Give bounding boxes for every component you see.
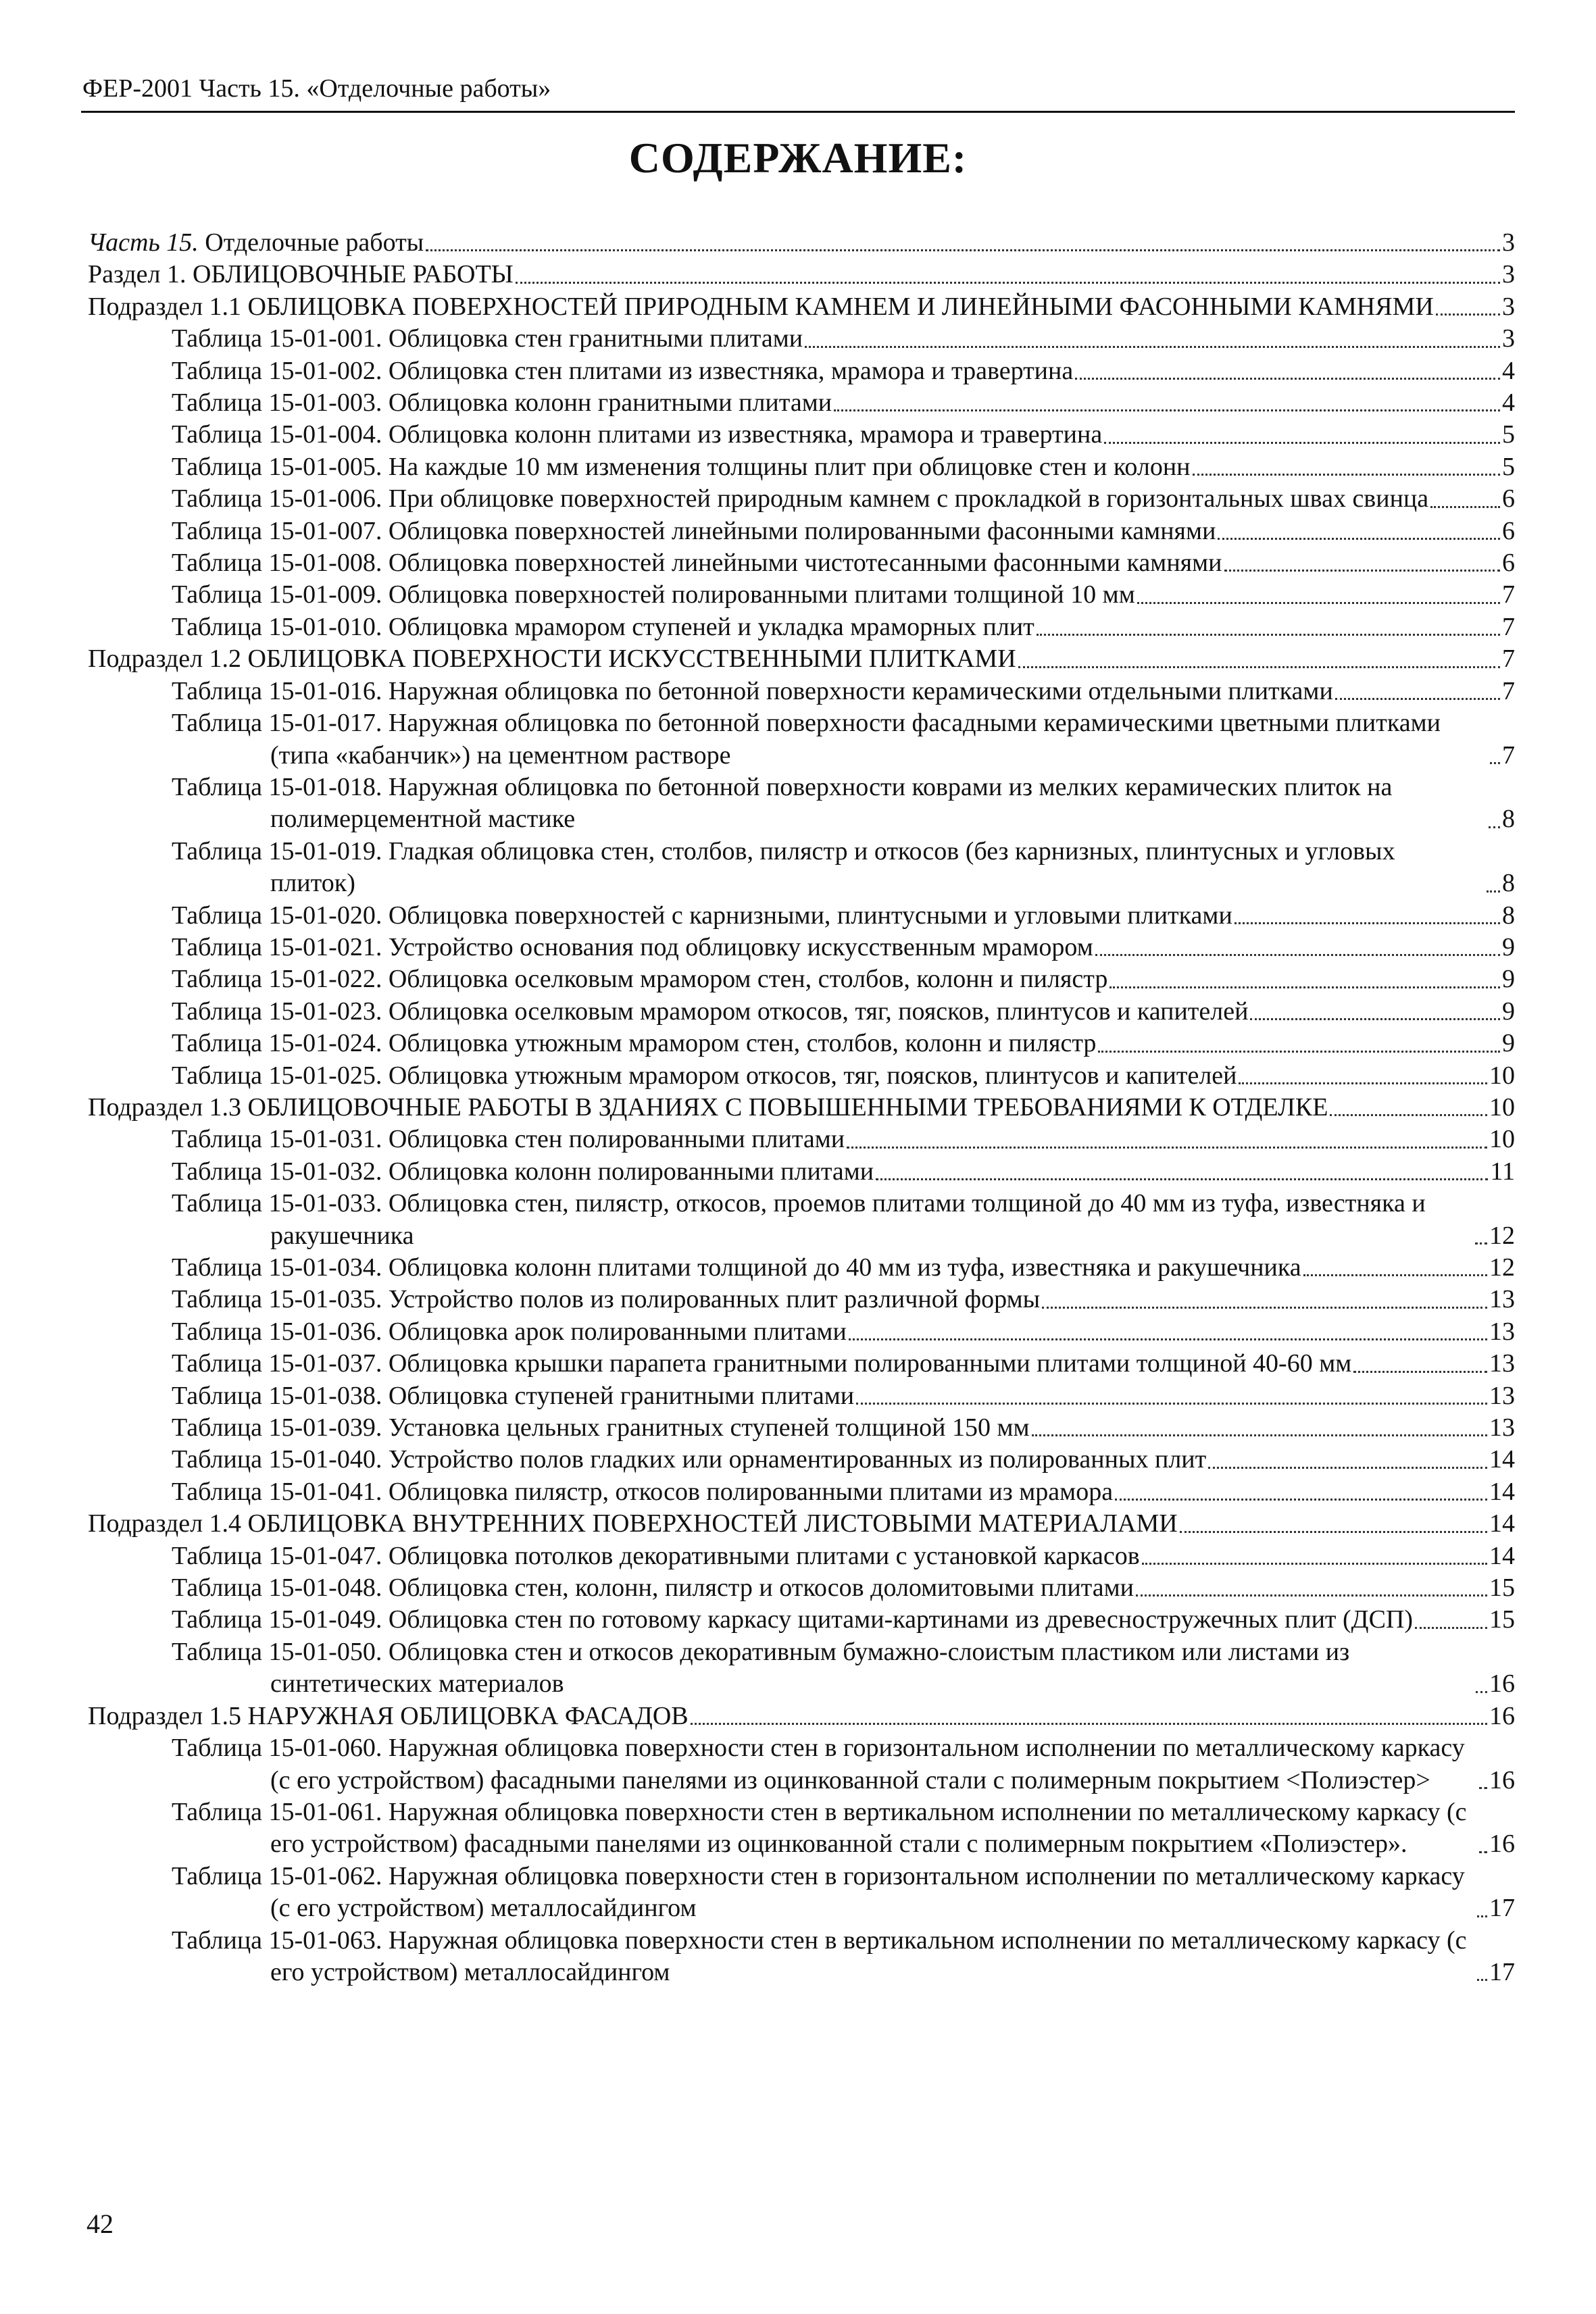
toc-table-entry — [172, 1925, 1515, 1989]
toc-entry-text — [172, 1636, 1474, 1701]
toc-entry-title: Таблица 15-01-020. Облицовка поверхностей с карнизными, плинтусными и угловыми плитками — [172, 901, 1232, 930]
toc-entry-title: Таблица 15-01-007. Облицовка поверхностей линейными полированными фасонными камнями — [172, 516, 1216, 545]
dot-leader — [1476, 1691, 1487, 1693]
toc-entry-text — [172, 1252, 1301, 1284]
dot-leader — [1042, 1307, 1487, 1309]
toc-entry-title: Таблица 15-01-021. Устройство основания под облицовку искусственным мрамором — [172, 932, 1093, 961]
dot-leader — [1479, 1851, 1487, 1853]
dot-leader — [1477, 1979, 1487, 1981]
toc-entry-title: Таблица 15-01-033. Облицовка стен, пилястр, откосов, проемов плитами толщиной до 40 мм из туфа, известняка и ракушечника — [172, 1189, 1426, 1250]
toc-entry-title: Таблица 15-01-036. Облицовка арок полированными плитами — [172, 1317, 847, 1346]
toc-section-entry — [88, 1508, 1515, 1540]
toc-entry-text — [172, 900, 1232, 932]
toc-table-entry — [172, 1636, 1515, 1701]
toc-table-entry — [172, 1348, 1515, 1380]
toc-table-entry — [172, 1252, 1515, 1284]
toc-entry-text — [172, 1572, 1134, 1604]
dot-leader — [1109, 986, 1500, 988]
toc-entry-title: Подраздел 1.4 ОБЛИЦОВКА ВНУТРЕННИХ ПОВЕРХНОСТЕЙ ЛИСТОВЫМИ МАТЕРИАЛАМИ — [88, 1509, 1178, 1538]
toc-table-entry — [172, 1060, 1515, 1092]
toc-page-number: 4 — [1502, 388, 1515, 418]
toc-page-number: 11 — [1490, 1157, 1515, 1186]
toc-page-number: 16 — [1489, 1701, 1515, 1730]
toc-entry-title: Таблица 15-01-039. Установка цельных гранитных ступеней толщиной 150 мм — [172, 1413, 1030, 1442]
dot-leader — [1193, 474, 1500, 476]
dot-leader — [1415, 1627, 1487, 1629]
dot-leader — [1490, 762, 1500, 764]
toc-page-number: 13 — [1489, 1285, 1515, 1314]
toc-table-entry — [172, 483, 1515, 515]
toc-entry-title: Отделочные работы — [198, 228, 424, 257]
toc-entry-title: Подраздел 1.5 НАРУЖНАЯ ОБЛИЦОВКА ФАСАДОВ — [88, 1701, 689, 1730]
toc-entry-title: Таблица 15-01-037. Облицовка крышки парапета гранитными полированными плитами толщиной 40-60 мм — [172, 1349, 1352, 1378]
toc-page-number: 9 — [1502, 932, 1515, 961]
toc-table-entry — [172, 996, 1515, 1028]
toc-page-number: 8 — [1502, 805, 1515, 834]
toc-page-number: 15 — [1489, 1574, 1515, 1603]
toc-table-entry — [172, 1572, 1515, 1604]
toc-page-number: 8 — [1502, 901, 1515, 930]
dot-leader — [1330, 1114, 1487, 1116]
toc-entry-prefix: Часть 15. — [88, 228, 199, 257]
toc-page-number: 16 — [1489, 1669, 1515, 1699]
toc-entry-title: Таблица 15-01-060. Наружная облицовка поверхности стен в горизонтальном исполнении по металлическому каркасу (с его устройством) фасадными панелями из оцинкованной стали с полимерным покрытием <Полиэстер> — [172, 1734, 1465, 1794]
toc-entry-title: Таблица 15-01-008. Облицовка поверхностей линейными чистотесанными фасонными камнями — [172, 549, 1222, 578]
toc-page-number: 5 — [1502, 420, 1515, 449]
toc-table-entry — [172, 451, 1515, 483]
toc-entry-text — [172, 996, 1248, 1028]
toc-table-entry — [172, 1732, 1515, 1796]
toc-page-number: 10 — [1489, 1061, 1515, 1090]
toc-entry-text — [172, 1732, 1477, 1796]
dot-leader — [849, 1338, 1487, 1340]
toc-entry-title: Таблица 15-01-041. Облицовка пилястр, откосов полированными плитами из мрамора — [172, 1477, 1114, 1506]
toc-page-number: 12 — [1489, 1221, 1515, 1250]
toc-table-entry — [172, 772, 1515, 836]
toc-entry-text — [172, 547, 1222, 579]
toc-table-entry — [172, 355, 1515, 387]
toc-section-entry — [88, 1092, 1515, 1124]
toc-table-entry — [172, 1028, 1515, 1059]
dot-leader — [1430, 506, 1500, 508]
toc-entry-title: Таблица 15-01-017. Наружная облицовка по бетонной поверхности фасадными керамическими цветными плитками (типа «кабанчик») на цементном растворе — [172, 709, 1441, 770]
toc-entry-text — [172, 387, 832, 419]
toc-page-number: 13 — [1489, 1317, 1515, 1346]
toc-table-entry — [172, 579, 1515, 611]
toc-page-number: 13 — [1489, 1413, 1515, 1442]
toc-table-entry — [172, 1380, 1515, 1412]
toc-table-entry — [172, 1861, 1515, 1925]
toc-entry-text — [88, 643, 1016, 675]
dot-leader — [516, 282, 1500, 284]
toc-page-number: 6 — [1502, 484, 1515, 513]
dot-leader — [1235, 922, 1500, 924]
toc-table-entry — [172, 1476, 1515, 1508]
toc-page-number: 13 — [1489, 1349, 1515, 1378]
toc-entry-text — [88, 1092, 1328, 1124]
toc-table-entry — [172, 323, 1515, 355]
toc-entry-text — [172, 355, 1073, 387]
toc-page-number: 6 — [1502, 549, 1515, 578]
toc-entry-text — [88, 259, 514, 291]
toc-page-number: 7 — [1502, 740, 1515, 770]
dot-leader — [1142, 1563, 1487, 1565]
toc-entry-title: Таблица 15-01-018. Наружная облицовка по бетонной поверхности коврами из мелких керамических плиток на полимерцементной мастике — [172, 772, 1393, 834]
toc-entry-title: Таблица 15-01-034. Облицовка колонн плитами толщиной до 40 мм из туфа, известняка и ракушечника — [172, 1253, 1301, 1282]
dot-leader — [1075, 378, 1500, 380]
toc-entry-text — [172, 1796, 1477, 1861]
toc-entry-title: Таблица 15-01-063. Наружная облицовка поверхности стен в вертикальном исполнении по металлическому каркасу (с его устройством) металлосайдингом — [172, 1926, 1467, 1986]
toc-entry-title: Таблица 15-01-049. Облицовка стен по готовому каркасу щитами-картинами из древесностружечных плит (ДСП) — [172, 1605, 1414, 1634]
toc-entry-text — [172, 1861, 1475, 1925]
toc-entry-title: Подраздел 1.1 ОБЛИЦОВКА ПОВЕРХНОСТЕЙ ПРИРОДНЫМ КАМНЕМ И ЛИНЕЙНЫМИ ФАСОННЫМИ КАМНЯМИ — [88, 292, 1434, 321]
dot-leader — [1032, 1434, 1487, 1436]
dot-leader — [856, 1403, 1487, 1405]
toc-table-entry — [172, 836, 1515, 900]
toc-section-entry — [88, 227, 1515, 259]
toc-page-number: 5 — [1502, 452, 1515, 481]
table-of-contents — [88, 227, 1515, 1988]
toc-entry-title: Таблица 15-01-006. При облицовке поверхностей природным камнем с прокладкой в горизонтальных швах свинца — [172, 484, 1429, 513]
toc-page-number: 4 — [1502, 356, 1515, 385]
toc-page-number: 3 — [1502, 228, 1515, 257]
toc-section-entry — [88, 643, 1515, 675]
dot-leader — [1137, 602, 1500, 604]
toc-table-entry — [172, 1188, 1515, 1252]
toc-section-entry — [88, 291, 1515, 323]
toc-entry-title: Таблица 15-01-004. Облицовка колонн плитами из известняка, мрамора и травертина — [172, 420, 1103, 449]
dot-leader — [1136, 1594, 1487, 1596]
toc-table-entry — [172, 515, 1515, 547]
toc-table-entry — [172, 707, 1515, 772]
toc-entry-title: Таблица 15-01-035. Устройство полов из полированных плит различной формы — [172, 1285, 1041, 1314]
dot-leader — [1335, 698, 1500, 700]
dot-leader — [1477, 1915, 1487, 1917]
toc-entry-text — [172, 1124, 845, 1155]
toc-table-entry — [172, 1796, 1515, 1861]
toc-table-entry — [172, 1604, 1515, 1636]
toc-entry-title: Таблица 15-01-061. Наружная облицовка поверхности стен в вертикальном исполнении по металлическому каркасу (с его устройством) фасадными панелями из оцинкованной стали с полимерным покрытием «Полиэстер». — [172, 1797, 1467, 1859]
toc-entry-title: Таблица 15-01-062. Наружная облицовка поверхности стен в горизонтальном исполнении по металлическому каркасу (с его устройством) металлосайдингом — [172, 1861, 1465, 1923]
toc-entry-title: Таблица 15-01-025. Облицовка утюжным мрамором откосов, тяг, поясков, плинтусов и капителей — [172, 1061, 1237, 1090]
toc-page-number: 16 — [1489, 1830, 1515, 1859]
toc-entry-text — [88, 227, 424, 259]
toc-table-entry — [172, 963, 1515, 995]
dot-leader — [847, 1147, 1487, 1149]
dot-leader — [1224, 570, 1500, 572]
toc-entry-text — [172, 1476, 1113, 1508]
toc-page-number: 10 — [1489, 1125, 1515, 1154]
dot-leader — [805, 346, 1500, 348]
toc-entry-title: Подраздел 1.2 ОБЛИЦОВКА ПОВЕРХНОСТИ ИСКУССТВЕННЫМИ ПЛИТКАМИ — [88, 645, 1016, 674]
dot-leader — [1475, 1242, 1487, 1244]
toc-page-number: 17 — [1489, 1957, 1515, 1986]
toc-entry-text — [172, 323, 803, 355]
dot-leader — [834, 409, 1500, 411]
toc-entry-text — [172, 1156, 874, 1188]
toc-page-number: 9 — [1502, 965, 1515, 994]
toc-table-entry — [172, 1540, 1515, 1572]
toc-entry-text — [172, 772, 1487, 836]
toc-entry-text — [172, 1284, 1040, 1315]
toc-page-number: 3 — [1502, 260, 1515, 289]
toc-entry-text — [172, 1412, 1030, 1444]
toc-entry-text — [172, 676, 1333, 707]
dot-leader — [426, 249, 1500, 251]
toc-entry-title: Подраздел 1.3 ОБЛИЦОВОЧНЫЕ РАБОТЫ В ЗДАНИЯХ С ПОВЫШЕННЫМИ ТРЕБОВАНИЯМИ К ОТДЕЛКЕ — [88, 1092, 1328, 1122]
toc-page-number: 9 — [1502, 997, 1515, 1026]
toc-entry-text — [172, 1316, 847, 1348]
toc-entry-text — [172, 1348, 1351, 1380]
dot-leader — [1489, 826, 1500, 828]
dot-leader — [1115, 1499, 1487, 1501]
toc-entry-title: Таблица 15-01-040. Устройство полов гладких или орнаментированных из полированных плит — [172, 1445, 1207, 1474]
toc-page-number: 14 — [1489, 1509, 1515, 1538]
toc-table-entry — [172, 1284, 1515, 1315]
dot-leader — [1250, 1018, 1500, 1020]
toc-entry-text — [88, 291, 1434, 323]
dot-leader — [1353, 1371, 1487, 1373]
toc-section-entry — [88, 259, 1515, 291]
dot-leader — [691, 1723, 1487, 1725]
toc-entry-text — [172, 1925, 1475, 1989]
dot-leader — [1303, 1274, 1487, 1276]
toc-page-number: 16 — [1489, 1765, 1515, 1794]
toc-entry-text — [172, 611, 1034, 643]
toc-entry-title: Таблица 15-01-023. Облицовка оселковым мрамором откосов, тяг, поясков, плинтусов и капителей — [172, 997, 1249, 1026]
dot-leader — [1037, 634, 1500, 636]
toc-entry-title: Таблица 15-01-009. Облицовка поверхностей полированными плитами толщиной 10 мм — [172, 580, 1135, 609]
toc-table-entry — [172, 547, 1515, 579]
toc-page-number: 7 — [1502, 612, 1515, 641]
toc-table-entry — [172, 1156, 1515, 1188]
toc-entry-title: Таблица 15-01-024. Облицовка утюжным мрамором стен, столбов, колонн и пилястр — [172, 1029, 1097, 1058]
dot-leader — [1487, 890, 1500, 892]
toc-page-number: 10 — [1489, 1092, 1515, 1122]
toc-table-entry — [172, 387, 1515, 419]
toc-entry-title: Таблица 15-01-048. Облицовка стен, колонн, пилястр и откосов доломитовыми плитами — [172, 1574, 1134, 1603]
toc-entry-text — [88, 1508, 1178, 1540]
toc-page-number: 7 — [1502, 676, 1515, 705]
toc-page-number: 14 — [1489, 1445, 1515, 1474]
toc-table-entry — [172, 900, 1515, 932]
toc-entry-text — [172, 963, 1107, 995]
toc-entry-text — [172, 515, 1216, 547]
dot-leader — [1479, 1787, 1487, 1789]
toc-table-entry — [172, 1444, 1515, 1476]
toc-entry-title: Таблица 15-01-002. Облицовка стен плитами из известняка, мрамора и травертина — [172, 356, 1074, 385]
toc-page-number: 6 — [1502, 516, 1515, 545]
toc-entry-title: Таблица 15-01-005. На каждые 10 мм изменения толщины плит при облицовке стен и колонн — [172, 452, 1191, 481]
toc-entry-title: Таблица 15-01-003. Облицовка колонн гранитными плитами — [172, 388, 832, 418]
toc-entry-text — [172, 1188, 1473, 1252]
toc-page-number: 7 — [1502, 580, 1515, 609]
dot-leader — [1436, 313, 1500, 316]
toc-entry-text — [172, 932, 1093, 963]
toc-table-entry — [172, 1316, 1515, 1348]
dot-leader — [1180, 1531, 1487, 1533]
toc-page-number: 7 — [1502, 645, 1515, 674]
toc-entry-text — [172, 1444, 1206, 1476]
dot-leader — [1239, 1082, 1487, 1084]
toc-table-entry — [172, 676, 1515, 707]
toc-entry-title: Таблица 15-01-022. Облицовка оселковым мрамором стен, столбов, колонн и пилястр — [172, 965, 1108, 994]
toc-table-entry — [172, 1412, 1515, 1444]
dot-leader — [1095, 954, 1500, 956]
toc-page-number: 9 — [1502, 1029, 1515, 1058]
toc-entry-title: Таблица 15-01-038. Облицовка ступеней гранитными плитами — [172, 1381, 855, 1410]
toc-entry-title: Таблица 15-01-050. Облицовка стен и откосов декоративным бумажно-слоистым пластиком или листами из синтетических материалов — [172, 1637, 1350, 1699]
dot-leader — [1104, 442, 1500, 444]
toc-entry-title: Раздел 1. ОБЛИЦОВОЧНЫЕ РАБОТЫ — [88, 260, 514, 289]
toc-entry-text — [172, 419, 1102, 451]
toc-table-entry — [172, 611, 1515, 643]
dot-leader — [1218, 538, 1500, 540]
toc-section-entry — [88, 1701, 1515, 1732]
toc-page-number: 17 — [1489, 1894, 1515, 1923]
toc-entry-text — [172, 707, 1488, 772]
toc-entry-text — [172, 1540, 1140, 1572]
toc-page-number: 12 — [1489, 1253, 1515, 1282]
toc-page-number: 14 — [1489, 1477, 1515, 1506]
dot-leader — [876, 1178, 1488, 1180]
toc-entry-text — [172, 1060, 1237, 1092]
toc-entry-title: Таблица 15-01-010. Облицовка мрамором ступеней и укладка мраморных плит — [172, 612, 1034, 641]
toc-table-entry — [172, 1124, 1515, 1155]
toc-page-number: 8 — [1502, 869, 1515, 898]
page-title: СОДЕРЖАНИЕ: — [628, 134, 968, 182]
toc-entry-text — [172, 483, 1428, 515]
toc-entry-title: Таблица 15-01-016. Наружная облицовка по бетонной поверхности керамическими отдельными плитками — [172, 676, 1333, 705]
toc-entry-title: Таблица 15-01-047. Облицовка потолков декоративными плитами с установкой каркасов — [172, 1541, 1140, 1570]
dot-leader — [1208, 1467, 1487, 1469]
dot-leader — [1098, 1051, 1500, 1053]
toc-page-number: 14 — [1489, 1541, 1515, 1570]
dot-leader — [1018, 666, 1500, 668]
toc-entry-text — [172, 1380, 854, 1412]
toc-entry-text — [172, 579, 1135, 611]
toc-entry-text — [88, 1701, 689, 1732]
toc-table-entry — [172, 419, 1515, 451]
toc-entry-title: Таблица 15-01-001. Облицовка стен гранитными плитами — [172, 324, 803, 353]
toc-entry-title: Таблица 15-01-032. Облицовка колонн полированными плитами — [172, 1157, 874, 1186]
toc-page-number: 13 — [1489, 1381, 1515, 1410]
toc-page-number: 3 — [1502, 324, 1515, 353]
toc-page-number: 3 — [1502, 292, 1515, 321]
page-number: 42 — [86, 2209, 114, 2239]
toc-entry-title: Таблица 15-01-031. Облицовка стен полированными плитами — [172, 1125, 845, 1154]
running-head: ФЕР-2001 Часть 15. «Отделочные работы» — [82, 74, 551, 103]
toc-entry-text — [172, 836, 1485, 900]
toc-entry-title: Таблица 15-01-019. Гладкая облицовка стен, столбов, пилястр и откосов (без карнизных, плинтусных и угловых плиток) — [172, 836, 1395, 898]
toc-table-entry — [172, 932, 1515, 963]
toc-page-number: 15 — [1489, 1605, 1515, 1634]
toc-entry-text — [172, 1604, 1413, 1636]
toc-entry-text — [172, 1028, 1096, 1059]
toc-entry-text — [172, 451, 1191, 483]
header-rule — [81, 111, 1515, 113]
